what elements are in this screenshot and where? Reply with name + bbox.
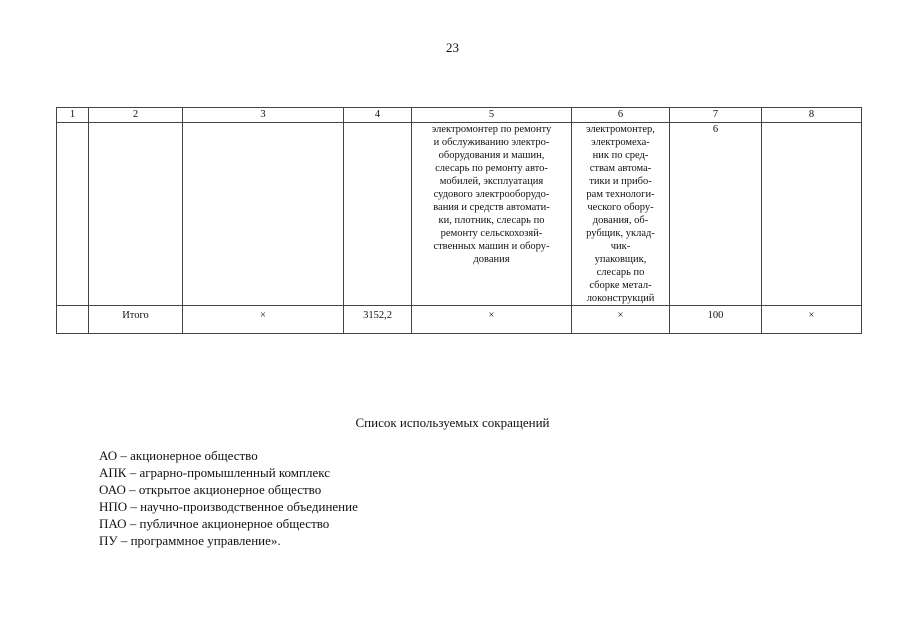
table-cell-4 [344, 123, 412, 306]
list-item: НПО – научно-производственное объединение [99, 499, 358, 514]
total-cell-5: × [412, 306, 572, 334]
table-header-row [57, 108, 862, 123]
table-cell-1 [57, 123, 89, 306]
list-item: АО – акционерное общество [99, 448, 258, 463]
column-header-8: 8 [762, 108, 862, 123]
abbreviations-list [99, 447, 358, 549]
column-header-2: 2 [89, 108, 183, 123]
total-cell-8: × [762, 306, 862, 334]
column-header-4: 4 [344, 108, 412, 123]
total-cell-6: × [572, 306, 670, 334]
column-header-5: 5 [412, 108, 572, 123]
total-percent: 100 [670, 306, 762, 334]
professions-cell: электромонтер по ремонту и обслуживанию электро- оборудования и машин, слесарь по ремонту авто- мобилей, эксплуатация судового электрооборудо- вания и средств автомати- ки, плотник, слесарь по ремонту сельскохозяй- ственных машин и обору- дования [412, 123, 572, 306]
data-table [56, 107, 862, 334]
total-value: 3152,2 [344, 306, 412, 334]
total-label: Итого [89, 306, 183, 334]
list-item: АПК – аграрно-промышленный комплекс [99, 465, 331, 480]
table-cell-7: 6 [670, 123, 762, 306]
total-cell-1 [57, 306, 89, 334]
abbreviations-title: Список используемых сокращений [355, 415, 550, 430]
column-header-1: 1 [57, 108, 89, 123]
column-header-3: 3 [183, 108, 344, 123]
list-item: ПАО – публичное акционерное общество [99, 516, 330, 531]
column-header-6: 6 [572, 108, 670, 123]
table-cell-2 [89, 123, 183, 306]
column-header-7: 7 [670, 108, 762, 123]
total-cell-3: × [183, 306, 344, 334]
list-item: ПУ – программное управление». [99, 533, 281, 548]
list-item: ОАО – открытое акционерное общество [99, 482, 322, 497]
total-row [57, 306, 862, 334]
professions-cell-alt: электромонтер, электромеха- ник по сред- ствам автома- тики и прибо- рам технологи- ческого обору- дования, об- рубщик, уклад- чик- упаковщик, слесарь по сборке метал- локонструкций [572, 123, 670, 306]
page-number: 23 [446, 40, 459, 55]
table-cell-3 [183, 123, 344, 306]
table-row [57, 123, 862, 306]
table-cell-8 [762, 123, 862, 306]
